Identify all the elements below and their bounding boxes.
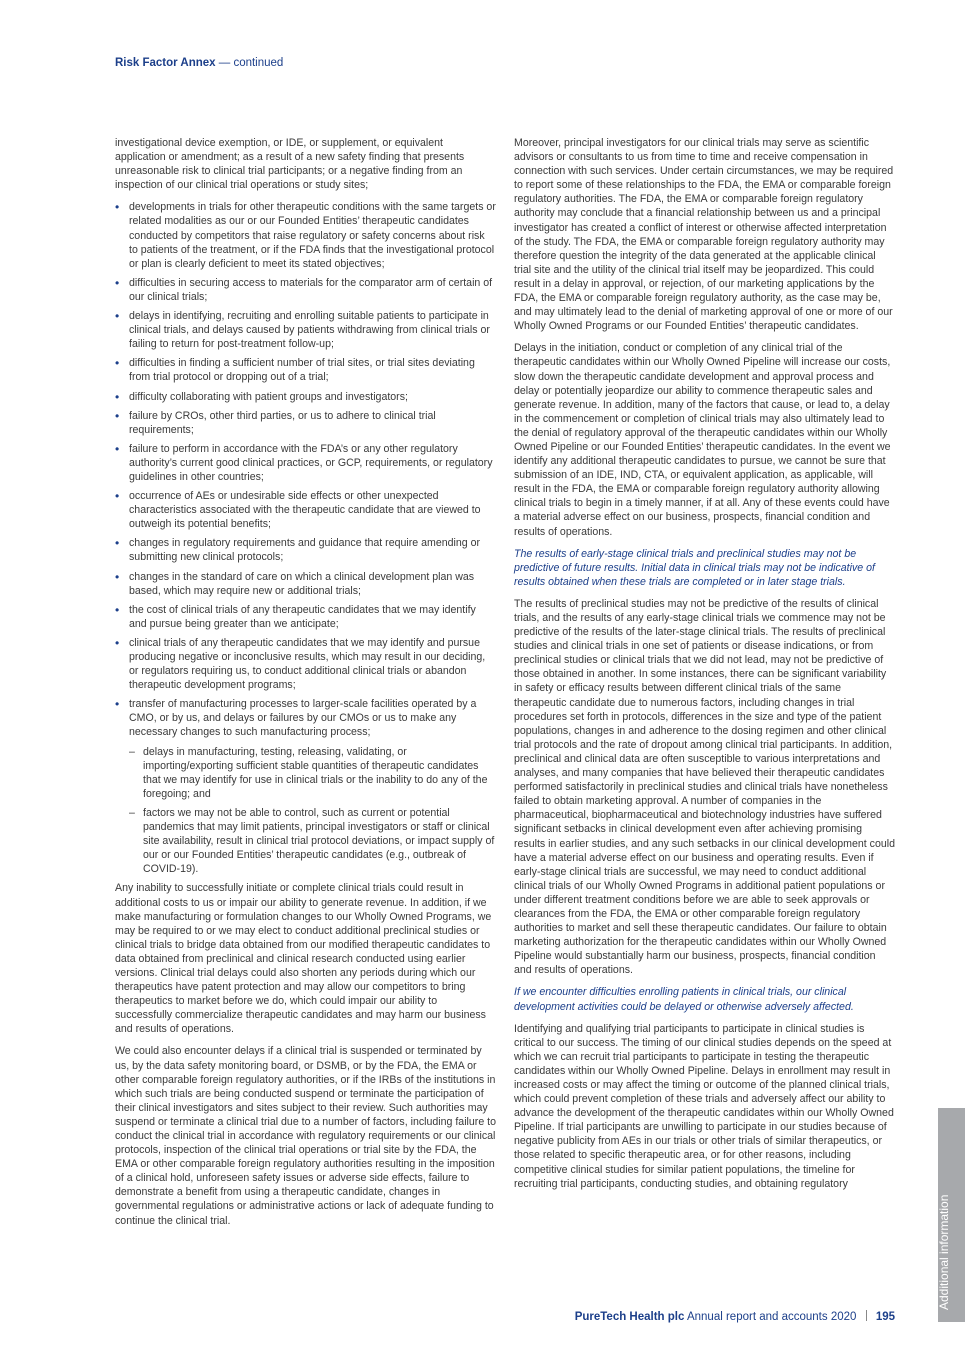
footer-divider xyxy=(866,1310,867,1321)
bullet-item: • developments in trials for other therapeutic conditions with the same targets or related modalities as our or our Founded Entities’ therapeutic candidates conducted by competitors that raise regulatory or safety concerns about risk to patients of the treatment, or if the FDA finds that the investigational protocol or plan is clearly deficient to meet its stated objectives; xyxy=(115,200,496,270)
dash-item: – delays in manufacturing, testing, releasing, validating, or importing/exporting sufficient stable quantities of therapeutic candidates that we may identify for use in clinical trials or the inability to do any of the foregoing; and xyxy=(129,745,496,801)
side-tab-label: Additional information xyxy=(937,1194,951,1310)
footer-company: PureTech Health plc xyxy=(574,1311,685,1323)
header-continued: — continued xyxy=(218,57,284,69)
risk-bullet-list xyxy=(115,200,496,876)
bullet-item: • difficulty collaborating with patient groups and investigators; xyxy=(115,390,496,404)
body-paragraph: Identifying and qualifying trial participants to participate in clinical studies is critical to our success. The timing of our clinical studies depends on the speed at which we can recruit trial participants to participate in testing the therapeutic candidates within our Wholly Owned Pipeline. Delays in enrollment may result in increased costs or may affect the timing or outcome of the planned clinical trials, which could prevent completion of these trials and adversely affect our ability to advance the development of the therapeutic candidates within our Wholly Owned Pipeline. If trial participants are unwilling to participate in our studies because of negative publicity from AEs in our trials or other trials of similar therapeutics, or those related to specific therapeutic area, or for other reasons, including competitive clinical studies for similar patient populations, the timeline for recruiting trial participants, conducting studies, and obtaining regulatory xyxy=(514,1022,894,1190)
bullet-item: • difficulties in finding a sufficient number of trial sites, or trial sites deviating from trial protocol or dropping out of a trial; xyxy=(115,356,496,384)
bullet-item: • changes in the standard of care on which a clinical development plan was based, which may require new or additional trials; xyxy=(115,570,496,598)
dash-item: – factors we may not be able to control, such as current or potential pandemics that may limit patients, principal investigators or staff or clinical site availability, result in clinical trial protocol deviations, or impact supply of our or our Founded Entities’ therapeutic candidates (e.g., outbreak of COVID-19). xyxy=(129,806,496,876)
bullet-item: • delays in identifying, recruiting and enrolling suitable patients to participate in clinical trials, and delays caused by patients withdrawing from clinical trials or failing to return for post-treatment follow-up; xyxy=(115,309,496,351)
dash-sublist xyxy=(129,745,496,877)
header-title: Risk Factor Annex xyxy=(115,57,216,69)
risk-subheading: The results of early-stage clinical trials and preclinical studies may not be predictive of future results. Initial data in clinical trials may not be indicative of results obtained when these trials are completed or in later stage trials. xyxy=(514,547,875,588)
bullet-item: • clinical trials of any therapeutic candidates that we may identify and pursue producing negative or inconclusive results, which may result in our deciding, or regulators requiring us, to conduct additional clinical trials or abandon therapeutic development programs; xyxy=(115,636,496,692)
page-number: 195 xyxy=(875,1311,895,1323)
bullet-item: • difficulties in securing access to materials for the comparator arm of certain of our clinical trials; xyxy=(115,276,496,304)
risk-subheading: If we encounter difficulties enrolling patients in clinical trials, our clinical development activities could be delayed or otherwise adversely affected. xyxy=(514,986,854,1013)
body-paragraph: The results of preclinical studies may not be predictive of the results of clinical trials, and the results of any early-stage clinical trials we commence may not be predictive of the results of the later-stage clinical trials. The results of preclinical studies and clinical trials in one set of patients or disease indications, or from preclinical studies or clinical trials that we did not lead, may not be predictive of those obtained in another. In some instances, there can be significant variability in safety or efficacy results between different clinical trials of the same therapeutic candidate due to numerous factors, including changes in trial procedures set forth in protocols, differences in the size and type of the patient populations, changes in and adherence to the dosing regimen and other clinical trial protocols and the rate of dropout among clinical trial participants. In addition, preclinical and clinical data are often susceptible to various interpretations and analyses, and many companies that have believed their therapeutic candidates performed satisfactorily in preclinical studies and clinical trials have nonetheless failed to obtain marketing approval. A number of companies in the pharmaceutical, biopharmaceutical and biotechnology industries have suffered significant setbacks in clinical development even after achieving promising results in earlier studies, and any such setbacks in our clinical development could have a material adverse effect on our business and operating results. Even if early-stage clinical trials are successful, we may need to conduct additional clinical trials of our Wholly Owned Programs in additional patient populations or under different treatment conditions before we are able to seek approvals or clearances from the FDA, the EMA or other comparable foreign regulatory authorities to market and sell these therapeutic candidates. Our failure to obtain marketing authorization for the therapeutic candidates within our Wholly Owned Pipeline would substantially harm our business, prospects, financial condition and results of operations. xyxy=(514,597,895,977)
footer-report: Annual report and accounts 2020 xyxy=(686,1311,857,1323)
bullet-item: • changes in regulatory requirements and guidance that require amending or submitting new clinical protocols; xyxy=(115,536,496,564)
page-footer xyxy=(575,1310,895,1323)
intro-continuation: investigational device exemption, or IDE, or supplement, or equivalent application or amendment; as a result of a new safety finding that presents unreasonable risk to clinical trial participants; or a negative finding from an inspection of our clinical trial operations or study sites; xyxy=(115,137,465,192)
running-header xyxy=(115,57,283,69)
bullet-item: • failure by CROs, other third parties, or us to adhere to clinical trial requirements; xyxy=(115,409,496,437)
bullet-item-manufacturing xyxy=(115,697,496,876)
bullet-item: • failure to perform in accordance with the FDA’s or any other regulatory authority’s current good clinical practices, or GCP, requirements, or regulatory guidelines in other countries; xyxy=(115,442,496,484)
body-paragraph: Moreover, principal investigators for our clinical trials may serve as scientific advisors or consultants to us from time to time and receive compensation in connection with such services. Under certain circumstances, we may be required to report some of these relationships to the FDA, the EMA or comparable foreign regulatory authorities. The FDA, the EMA or comparable foreign regulatory authority may conclude that a financial relationship between us and a principal investigator has created a conflict of interest or otherwise affected interpretation of the study. The FDA, the EMA or comparable foreign regulatory authority may therefore question the integrity of the data generated at the applicable clinical trial site and the utility of the clinical trial itself may be jeopardized. This could result in a delay in approval, or rejection, of our marketing applications by the FDA, the EMA or comparable foreign regulatory authority, as the case may be, and may ultimately lead to the denial of marketing approval of one or more of our Wholly Owned Programs or our Founded Entities’ therapeutic candidates. xyxy=(514,137,894,333)
bullet-item: • the cost of clinical trials of any therapeutic candidates that we may identify and pursue being greater than we anticipate; xyxy=(115,603,496,631)
bullet-item: • occurrence of AEs or undesirable side effects or other unexpected characteristics associated with the therapeutic candidate that are viewed to outweigh its potential benefits; xyxy=(115,489,496,531)
body-paragraph: Any inability to successfully initiate or complete clinical trials could result in additional costs to us or impair our ability to generate revenue. In addition, if we make manufacturing or formulation changes to our Wholly Owned Programs, we may be required to or we may elect to conduct additional preclinical studies or clinical trials to bridge data obtained from our modified therapeutic candidates to data obtained from preclinical and clinical research conducted using earlier versions. Clinical trial delays could also shorten any periods during which our therapeutics have patent protection and may allow our competitors to bring therapeutics to market before we do, which could impair our ability to successfully commercialize therapeutic candidates and may harm our business and results of operations. xyxy=(115,882,492,1036)
body-paragraph: We could also encounter delays if a clinical trial is suspended or terminated by us, by the data safety monitoring board, or DSMB, or by the FDA, the EMA or other comparable foreign regulatory authorities, or if the IRBs of the institutions in which such trials are being conducted suspend or terminate the participation of their clinical investigators and sites subject to their review. Such authorities may suspend or terminate a clinical trial due to a number of factors, including failure to conduct the clinical trial in accordance with regulatory requirements or our clinical protocols, inspection of the clinical trial operations or trial site by the FDA, the EMA or other comparable foreign regulatory authorities resulting in the imposition of a clinical hold, unforeseen safety issues or adverse side effects, failure to demonstrate a benefit from using a therapeutic candidate, changes in governmental regulations or administrative actions or lack of adequate funding to continue the clinical trial. xyxy=(115,1045,496,1227)
body-paragraph: Delays in the initiation, conduct or completion of any clinical trial of the therapeutic candidates within our Wholly Owned Pipeline will increase our costs, slow down the therapeutic candidate development and approval process and delay or potentially jeopardize our ability to commence therapeutic sales and generate revenue. In addition, many of the factors that cause, or lead to, a delay in the commencement or completion of clinical trials may also ultimately lead to the denial of regulatory approval of the therapeutic candidates within our Wholly Owned Pipeline or our Founded Entities’ therapeutic candidates. In the event we identify any additional therapeutic candidates to pursue, we cannot be sure that submission of an IDE, IND, CTA, or equivalent application, as applicable, will result in the FDA, the EMA or comparable foreign regulatory authority allowing clinical trials to begin in a timely manner, if at all. Any of these events could have a material adverse effect on our business, prospects, financial condition and results of operations. xyxy=(514,342,891,538)
right-column xyxy=(514,136,895,1199)
section-side-tab xyxy=(938,1108,965,1322)
bullet-text: transfer of manufacturing processes to larger-scale facilities operated by a CMO, or by us, and delays or failures by our CMOs or us to make any necessary changes to such manufacturing process; xyxy=(129,698,477,739)
left-column xyxy=(115,136,496,1236)
